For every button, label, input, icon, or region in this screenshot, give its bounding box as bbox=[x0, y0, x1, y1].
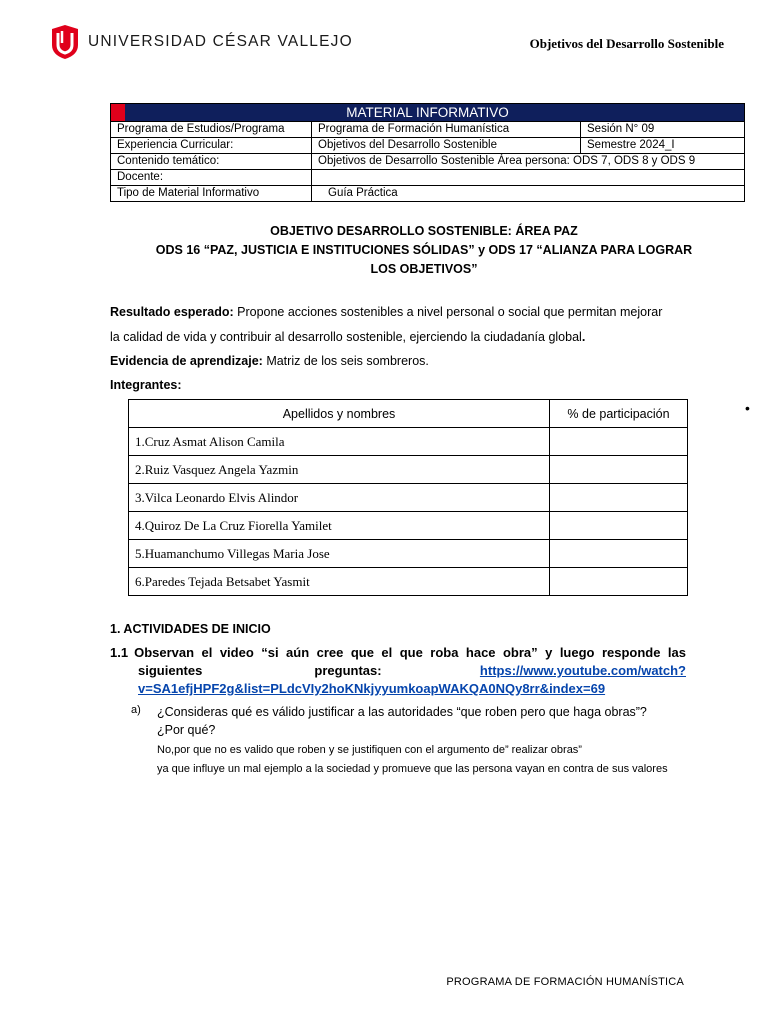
info-value: Objetivos del Desarrollo Sostenible bbox=[312, 138, 581, 154]
title-line-1: OBJETIVO DESARROLLO SOSTENIBLE: ÁREA PAZ bbox=[270, 224, 578, 238]
question-number: 1.1 bbox=[110, 645, 129, 660]
result-label: Resultado esperado: bbox=[110, 305, 234, 319]
table-row bbox=[129, 428, 688, 456]
member-pct[interactable] bbox=[550, 540, 688, 568]
info-label: Programa de Estudios/Programa bbox=[111, 122, 312, 138]
info-value: Programa de Formación Humanística bbox=[312, 122, 581, 138]
info-value: Objetivos de Desarrollo Sostenible Área persona: ODS 7, ODS 8 y ODS 9 bbox=[312, 154, 745, 170]
info-row bbox=[111, 122, 745, 138]
info-label: Tipo de Material Informativo bbox=[111, 186, 312, 202]
question-line-1: Observan el video “si aún cree que el que roba hace obra” y luego responde las bbox=[134, 645, 686, 660]
result-text-2: la calidad de vida y contribuir al desarrollo sostenible, ejerciendo la ciudadanía global bbox=[110, 330, 582, 344]
info-label: Experiencia Curricular: bbox=[111, 138, 312, 154]
member-pct[interactable] bbox=[550, 568, 688, 596]
info-row bbox=[111, 154, 745, 170]
table-row bbox=[129, 540, 688, 568]
sub-question-marker: a) bbox=[131, 704, 141, 716]
expected-result bbox=[110, 300, 662, 350]
members-table bbox=[128, 399, 688, 596]
table-row bbox=[129, 456, 688, 484]
result-period: . bbox=[581, 330, 586, 344]
stray-dot: • bbox=[745, 400, 750, 416]
question-line-2a: siguientes bbox=[138, 663, 203, 678]
info-value bbox=[312, 170, 745, 186]
section-title bbox=[100, 222, 748, 279]
member-name: 3.Vilca Leonardo Elvis Alindor bbox=[129, 484, 550, 512]
answer-line-2: ya que influye un mal ejemplo a la sociedad y promueve que las persona vayan en contra de sus valores bbox=[157, 763, 668, 775]
red-marker bbox=[111, 104, 125, 121]
answer-a bbox=[157, 741, 668, 779]
table-row bbox=[129, 568, 688, 596]
member-pct[interactable] bbox=[550, 512, 688, 540]
info-extra: Semestre 2024_I bbox=[581, 138, 745, 154]
member-name: 5.Huamanchumo Villegas Maria Jose bbox=[129, 540, 550, 568]
table-row bbox=[129, 512, 688, 540]
member-pct[interactable] bbox=[550, 484, 688, 512]
title-line-2: ODS 16 “PAZ, JUSTICIA E INSTITUCIONES SÓLIDAS” y ODS 17 “ALIANZA PARA LOGRAR bbox=[155, 243, 693, 257]
question-line-2b: preguntas: bbox=[314, 663, 382, 678]
university-name: UNIVERSIDAD CÉSAR VALLEJO bbox=[88, 33, 353, 50]
member-name: 6.Paredes Tejada Betsabet Yasmit bbox=[129, 568, 550, 596]
evidence-label: Evidencia de aprendizaje: bbox=[110, 354, 263, 368]
member-name: 4.Quiroz De La Cruz Fiorella Yamilet bbox=[129, 512, 550, 540]
title-line-3: LOS OBJETIVOS” bbox=[370, 262, 478, 276]
footer-program: PROGRAMA DE FORMACIÓN HUMANÍSTICA bbox=[446, 976, 684, 988]
evidence-text: Matriz de los seis sombreros. bbox=[262, 354, 429, 368]
video-link[interactable]: https://www.youtube.com/watch? bbox=[479, 663, 686, 678]
members-label: Integrantes: bbox=[110, 378, 182, 392]
sub-question-a bbox=[157, 703, 647, 739]
info-row bbox=[111, 186, 745, 202]
info-row bbox=[111, 138, 745, 154]
info-value: Guía Práctica bbox=[312, 186, 745, 202]
info-table-header bbox=[111, 104, 745, 122]
learning-evidence bbox=[110, 349, 429, 374]
university-logo bbox=[50, 24, 353, 60]
header-doc-title: Objetivos del Desarrollo Sostenible bbox=[529, 36, 724, 51]
activities-heading: 1. ACTIVIDADES DE INICIO bbox=[110, 622, 271, 636]
info-table-title: MATERIAL INFORMATIVO bbox=[346, 105, 509, 120]
ucv-shield-icon bbox=[50, 25, 80, 59]
member-name: 1.Cruz Asmat Alison Camila bbox=[129, 428, 550, 456]
member-name: 2.Ruiz Vasquez Angela Yazmin bbox=[129, 456, 550, 484]
video-link-continued[interactable]: v=SA1efjHPF2g&list=PLdcVIy2hoKNkjyyumkoapWAKQA0NQy8rr&index=69 bbox=[138, 681, 606, 696]
sub-question-text-2: ¿Por qué? bbox=[157, 723, 216, 737]
member-pct[interactable] bbox=[550, 428, 688, 456]
col-name-header: Apellidos y nombres bbox=[129, 400, 550, 428]
member-pct[interactable] bbox=[550, 456, 688, 484]
question-1-1 bbox=[110, 644, 686, 698]
info-label: Contenido temático: bbox=[111, 154, 312, 170]
answer-line-1: No,por que no es valido que roben y se justifiquen con el argumento de” realizar obras” bbox=[157, 744, 582, 756]
table-row bbox=[129, 484, 688, 512]
info-row bbox=[111, 170, 745, 186]
members-header-row bbox=[129, 400, 688, 428]
info-extra: Sesión N° 09 bbox=[581, 122, 745, 138]
result-text-1: Propone acciones sostenibles a nivel personal o social que permitan mejorar bbox=[233, 305, 663, 319]
col-pct-header: % de participación bbox=[550, 400, 688, 428]
sub-question-text-1: ¿Consideras qué es válido justificar a las autoridades “que roben pero que haga obras”? bbox=[157, 705, 647, 719]
info-label: Docente: bbox=[111, 170, 312, 186]
info-table bbox=[110, 103, 745, 202]
